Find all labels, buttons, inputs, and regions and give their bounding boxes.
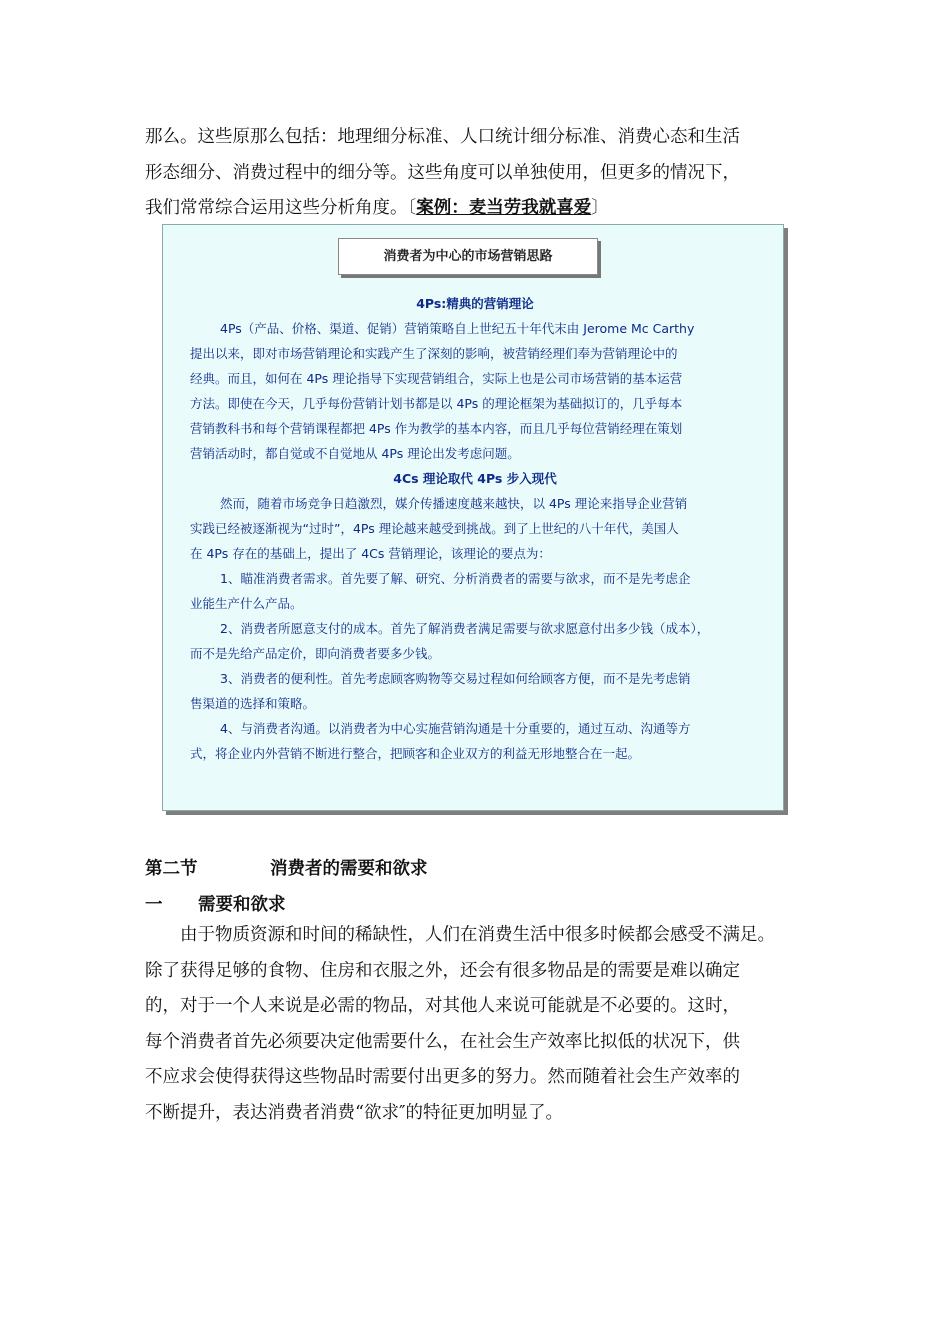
para-4cs-line: 在 4Ps 存在的基础上，提出了 4Cs 营销理论，该理论的要点为： <box>190 546 551 561</box>
point-line: 3、消费者的便利性。首先考虑顾客购物等交易过程如何给顾客方便，而不是先考虑销 <box>220 671 691 686</box>
para-4ps-line: 营销活动时，都自觉或不自觉地从 4Ps 理论出发考虑问题。 <box>190 446 520 461</box>
body-line: 的，对于一个人来说是必需的物品，对其他人来说可能就是不必要的。这时， <box>145 996 740 1016</box>
section-title: 消费者的需要和欲求 <box>270 859 428 879</box>
subsection-title: 需要和欲求 <box>198 895 286 915</box>
heading-4ps: 4Ps:精典的营销理论 <box>416 296 534 311</box>
para-4ps-line: 营销教科书和每个营销课程都把 4Ps 作为教学的基本内容，而且几乎每位营销经理在策划 <box>190 421 683 436</box>
para-4cs-line: 实践已经被逐渐视为“过时”，4Ps 理论越来越受到挑战。到了上世纪的八十年代，美国人 <box>190 521 679 536</box>
para-4ps-line: 提出以来，即对市场营销理论和实践产生了深刻的影响，被营销经理们奉为营销理论中的 <box>190 346 678 361</box>
box-body <box>190 291 760 766</box>
body-line: 不断提升，表达消费者消费“欲求″的特征更加明显了。 <box>145 1102 563 1123</box>
point-line: 1、瞄准消费者需求。首先要了解、研究、分析消费者的需要与欲求，而不是先考虑企 <box>220 571 691 586</box>
body-line: 不应求会使得获得这些物品时需要付出更多的努力。然而随着社会生产效率的 <box>145 1067 740 1087</box>
para-4cs-line: 然而，随着市场竞争日趋激烈，媒介传播速度越来越快，以 4Ps 理论来指导企业营销 <box>220 496 688 511</box>
intro-line: 那么。这些原那么包括：地理细分标准、人口统计细分标准、消费心态和生活 <box>145 127 740 147</box>
body-line: 除了获得足够的食物、住房和衣服之外，还会有很多物品是的需要是难以确定 <box>145 960 740 981</box>
box-title: 消费者为中心的市场营销思路 <box>338 238 598 275</box>
subsection-heading <box>145 891 286 916</box>
intro-line-text: 我们常常综合运用这些分析角度。〔 <box>145 198 417 218</box>
point-line: 式，将企业内外营销不断进行整合，把顾客和企业双方的利益无形地整合在一起。 <box>190 746 641 761</box>
para-4ps-line: 经典。而且，如何在 4Ps 理论指导下实现营销组合，实际上也是公司市场营销的基本运营 <box>190 371 683 386</box>
case-bracket-close: 〕 <box>591 198 609 218</box>
intro-line: 形态细分、消费过程中的细分等。这些角度可以单独使用，但更多的情况下， <box>145 162 740 183</box>
point-line: 而不是先给产品定价，即向消费者要多少钱。 <box>190 646 441 661</box>
section-number: 第二节 <box>145 859 198 879</box>
point-line: 售渠道的选择和策略。 <box>190 696 316 711</box>
para-4ps-line: 方法。即使在今天，几乎每份营销计划书都是以 4Ps 的理论框架为基础拟订的，几乎每本 <box>190 396 683 411</box>
para-4ps-line: 4Ps（产品、价格、渠道、促销）营销策略自上世纪五十年代末由 Jerome Mc Carthy <box>220 321 695 336</box>
point-line: 业能生产什么产品。 <box>190 596 303 611</box>
body-line: 每个消费者首先必须要决定他需要什么，在社会生产效率比拟低的状况下，供 <box>145 1031 740 1052</box>
point-line: 4、与消费者沟通。以消费者为中心实施营销沟通是十分重要的，通过互动、沟通等方 <box>220 721 691 736</box>
intro-paragraph <box>145 120 810 227</box>
body-line: 由于物质资源和时间的稀缺性，人们在消费生活中很多时候都会感受不满足。 <box>180 925 775 945</box>
heading-4cs: 4Cs 理论取代 4Ps 步入现代 <box>393 471 557 486</box>
intro-line <box>145 191 810 227</box>
case-link[interactable]: 案例：麦当劳我就喜爱 <box>416 198 592 218</box>
point-line: 2、消费者所愿意支付的成本。首先了解消费者满足需要与欲求愿意付出多少钱（成本）， <box>220 621 710 636</box>
subsection-number: 一 <box>145 895 163 915</box>
section-heading <box>145 855 428 880</box>
body-paragraph <box>145 918 810 1131</box>
marketing-concept-box <box>162 224 784 811</box>
